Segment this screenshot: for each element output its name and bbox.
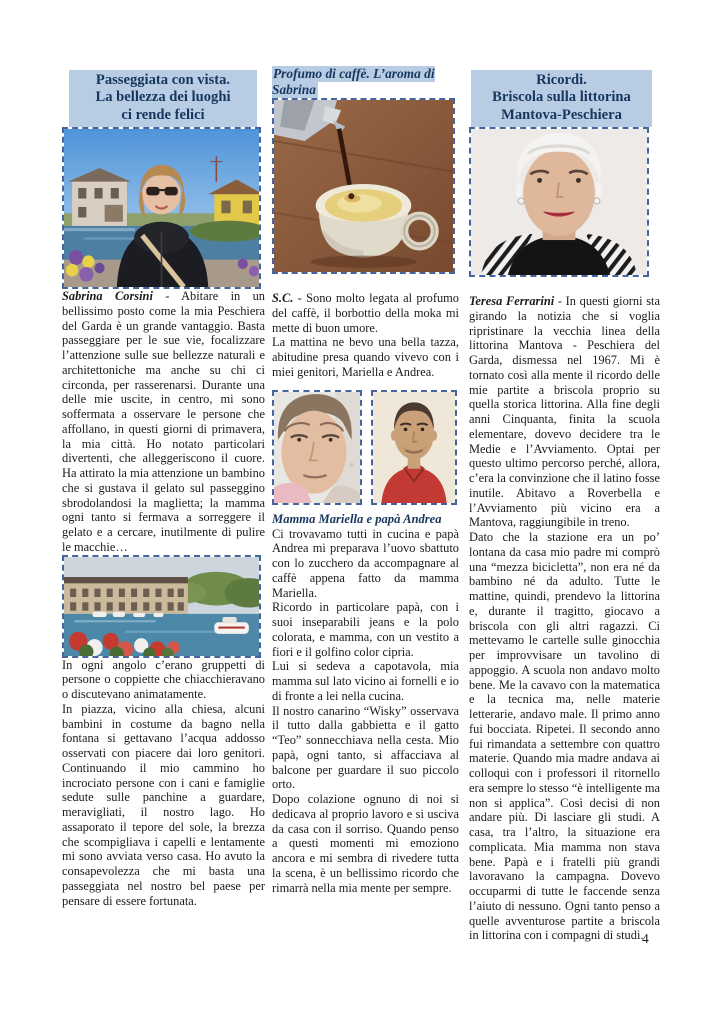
author-name: S.C. <box>272 291 294 305</box>
paragraph <box>62 289 265 555</box>
photo-peschiera-waterfront <box>62 555 261 658</box>
photo-coffee-pour <box>272 98 455 274</box>
paragraph: Dopo colazione ognuno di noi si dedicava al proprio lavoro e si usciva da casa con il sorriso. Quando penso a questi momenti mi emoziono ancora e mi sembra di rivedere tutta la scena, è un bellissimo ricordo che rimarrà nella mia mente per sempre. <box>272 792 459 895</box>
coffee-pour-image <box>274 100 453 272</box>
paragraph: Lui si sedeva a capotavola, mia mamma sul lato vicino ai fornelli e io di fronte a lei nella cucina. <box>272 659 459 703</box>
papa-andrea-image <box>373 392 455 503</box>
paragraph <box>272 291 459 335</box>
paragraph: Il nostro canarino “Wisky” osservava il tutto dalla gabbietta e il gatto “Teo” sonnecchiava nella cesta. Mio papà, ogni tanto, si affacciava al balcone per guardare il suo piccolo orto. <box>272 703 459 792</box>
paragraph: Ci trovavamo tutti in cucina e papà Andrea mi preparava l’uovo sbattuto con lo zucchero da accompagnare al caffè appena fatto da mamma Mariella. <box>272 526 459 600</box>
paragraph: La mattina ne bevo una bella tazza, abitudine presa quando vivevo con i miei genitori, Mariella e Andrea. <box>272 335 459 379</box>
paragraph <box>469 294 660 530</box>
paragraph-text: - In questi giorni sta girando la notizia che si voglia ripristinare la vecchia linea della littorina Mantova - Peschiera del Garda, dismessa nel 1967. Mi è tornato così alla mente il ricordo delle mie partite a briscola proprio su quella storica littorina. Alla fine degli anni Cinquanta, finita la scuola elementare, dovevo decidere tra le Medie e l’Avviamento. Optai per questo ultimo percorso perché, allora, c’era la convinzione che il latino fosse inutile. Abitavo a Roverbella e l’Avviamento più vicino era a Mantova, raggiungibile in treno. <box>469 294 660 530</box>
article-passeggiata <box>62 70 265 908</box>
photo-mamma-mariella <box>272 390 362 505</box>
article-header-ricordi <box>471 70 652 127</box>
sabrina-river-image <box>64 129 259 287</box>
article-ricordi <box>469 70 660 943</box>
photo-papa-andrea <box>371 390 457 505</box>
photo-caption: Mamma Mariella e papà Andrea <box>272 511 442 526</box>
paragraph: Ricordo in particolare papà, con i suoi inseparabili jeans e la polo colorata, e mamma, con un vestito a fiori e il golfino color cipria. <box>272 600 459 659</box>
header-line: Ricordi. <box>536 72 587 88</box>
paragraph-text: - Abitare in un bellissimo posto come la mia Peschiera del Garda è un grande vantaggio. Basta passeggiare per le sue vie, focalizzare l’attenzione sulle sue bellezze naturali e architettoniche ma anche su chi ci circonda, per rasserenarsi. Durante una delle mie uscite, in centro, mi sono soffermata a osservare le persone che affollano, in questi giorni di primavera, la mia città. Ho notato particolari divertenti, che alleggeriscono il cuore. Ha attirato la mia attenzione un bambino che si gustava il gelato sul passeggino sbrodolandosi la maglietta; la mamma ogni tanto si fermava a sorreggere il gelato e a cercare, inutilmente di pulire le macchie… <box>62 289 265 554</box>
paragraph: In piazza, vicino alla chiesa, alcuni bambini in costume da bagno nella fontana si gettavano l’acqua addosso osservati con piacere dai loro genitori. Continuando il mio cammino ho incrociato persone con i cani e famiglie sedute sulle panchine a guardare, meravigliati, il nostro lago. Ho assaporato il tepore del sole, la brezza che scompigliava i capelli e lentamente mi sono avviata verso casa. Ho avuto la consapevolezza che mi basta una passeggiata nel nostro bel paese per pensare di essere fortunata. <box>62 701 265 908</box>
kicker-text: Profumo di caffè. L’aroma di Sabrina <box>272 66 435 97</box>
photo-teresa-portrait <box>469 127 649 277</box>
photo-sabrina-river <box>62 127 261 289</box>
header-line: ci rende felici <box>121 106 205 123</box>
header-line: Passeggiata con vista. <box>95 72 231 88</box>
paragraph: In ogni angolo c’erano gruppetti di persone o coppiette che chiacchieravano o discutevano animatamente. <box>62 657 265 702</box>
peschiera-waterfront-image <box>64 557 259 656</box>
mamma-mariella-image <box>274 392 360 503</box>
article-kicker-caffe <box>272 66 459 98</box>
page-number: 4 <box>642 931 649 946</box>
header-line: La bellezza dei luoghi <box>95 89 231 106</box>
header-line: Mantova-Peschiera <box>501 106 622 123</box>
paragraph-text: - Sono molto legata al profumo del caffè, il borbottio della moka mi mette di buon umore. <box>272 291 459 335</box>
author-name: Teresa Ferrarini <box>469 294 555 309</box>
article-header-passeggiata <box>69 70 257 127</box>
parents-photos-row <box>272 390 459 505</box>
article-caffe <box>272 66 459 895</box>
header-line: Briscola sulla littorina <box>492 89 631 106</box>
paragraph: Dato che la stazione era un po’ lontana da casa mio padre mi comprò una “mezza bicicletta”, non era né da bambino né da adulto. Tutte le mattine, quindi, prendevo la littorina e, durante il tragitto, giocavo a briscola con gli altri ragazzi. Ci mettevamo le cartelle sulle ginocchia per improvvisare un tavolino di appoggio. A scuola non andavo molto bene. Me la cavavo con la matematica e la tecnica ma, nelle materie letterarie, andavo male. Il primo anno fui bocciata. Ripetei. Il secondo anno fui rimandata a settembre con quattro materie. Quando mia madre andava ai colloqui con i professori il ritornello era sempre lo stesso “è intelligente ma non si applica”. Così decisi di non andare più. Di lasciare gli studi. A casa, tra l’altro, la situazione era complicata. Mia mamma non stava bene. Papà e i fratelli più grandi lavoravano la campagna. Dovevo occuparmi di tutte le faccende senza l’aiuto di nessuno. Ogni tanto penso a quelle avventurose partite a briscola in littorina con i compagni di studi. <box>469 530 660 943</box>
author-name: Sabrina Corsini <box>62 289 153 304</box>
teresa-portrait-image <box>471 129 647 275</box>
